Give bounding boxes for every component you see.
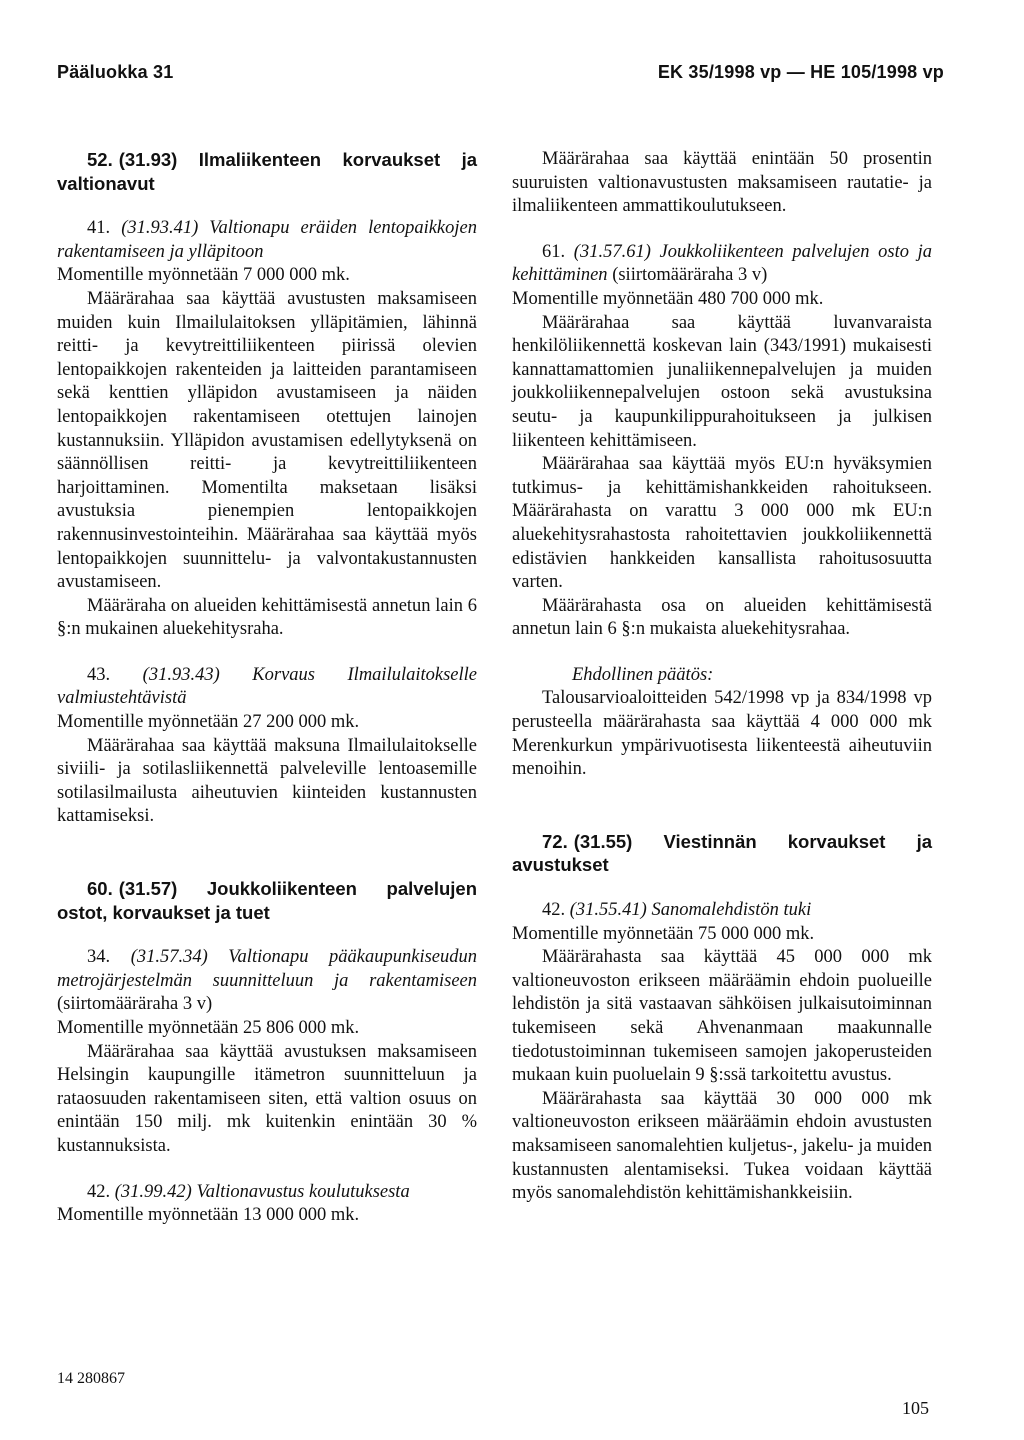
item-paragraph-61-3: Määrärahasta osa on alueiden kehittämisestä annetun lain 6 §:n mukaista aluekehitysrahaa. (512, 595, 932, 640)
item-paragraph-43-1: Määrärahaa saa käyttää maksuna Ilmailulaitokselle siviili- ja sotilasliikennettä palveleville lentoasemille sotilasilmailusta aiheutuvien kiinteiden kustannusten kattamiseksi. (57, 735, 477, 827)
left-column (57, 148, 477, 1228)
item-heading-34: 34. (31.57.34) Valtionapu pääkaupunkiseudun metrojärjestelmän suunnitteluun ja rakentamiseen (siirtomääräraha 3 v) (57, 947, 478, 1015)
item-amount-42: Momentille myönnetään 13 000 000 mk. (57, 1205, 360, 1226)
item-paragraph-41-1: Määrärahaa saa käyttää avustusten maksamiseen muiden kuin Ilmailulaitoksen ylläpitämien, lähinnä reitti- ja kevytreittiliikenteen piirissä olevien lentopaikkojen rakenteiden ja laitteiden parantamiseen sekä kenttien ylläpidon avustamiseen ja näiden lentopaikkojen rakentamiseen otettujen lainojen kustannuksiin. Ylläpidon avustamisen edellytyksenä on säännöllisen reitti- ja kevytreittiliikenteen harjoittaminen. Momentilta maksetaan lisäksi avustuksia pienempien lentopaikkojen rakennusinvestointeihin. Määrärahaa saa käyttää myös lentopaikkojen suunnittelu- ja valvontakustannusten avustamiseen. (57, 288, 477, 593)
item-heading-41: 41. (31.93.41) Valtionapu eräiden lentopaikkojen rakentamiseen ja ylläpitoon (57, 218, 477, 262)
item-amount-41: Momentille myönnetään 7 000 000 mk. (57, 265, 350, 286)
item-amount-61: Momentille myönnetään 480 700 000 mk. (512, 288, 824, 309)
item-heading-61: 61. (31.57.61) Joukkoliikenteen palvelujen osto ja kehittäminen (siirtomääräraha 3 v) (512, 241, 932, 286)
header-main-class: Pääluokka 31 (57, 62, 174, 82)
item-amount-43: Momentille myönnetään 27 200 000 mk. (57, 712, 360, 733)
conditional-decision-text: Talousarvioaloitteiden 542/1998 vp ja 834/1998 vp perusteella määrärahasta saa käyttää 4 000 000 mk Merenkurkun ympärivuotisesta liikenteestä aiheutuviin menoihin. (512, 688, 932, 780)
section-heading-72: 72. (31.55) Viestinnän korvaukset ja avustukset (512, 830, 932, 876)
item-heading-43: 43. (31.93.43) Korvaus Ilmailulaitokselle valmiustehtävistä (57, 664, 477, 709)
item-heading-42b: 42. (31.55.41) Sanomalehdistön tuki (542, 900, 812, 921)
item-paragraph-61-2: Määrärahaa saa käyttää myös EU:n hyväksymien tutkimus- ja kehittämishankkeiden rahoitukseen. Määrärahasta on varattu 3 000 000 mk EU:n aluekehitysrahastosta rahoitettavien joukkoliikennettä edistävien hankkeiden kansallista rahoitusosuutta varten. (512, 454, 932, 593)
right-column (512, 148, 932, 1206)
item-heading-42: 42. (31.99.42) Valtionavustus koulutuksesta (87, 1181, 410, 1202)
section-heading-60: 60. (31.57) Joukkoliikenteen palvelujen ostot, korvaukset ja tuet (57, 878, 477, 923)
continued-paragraph: Määrärahaa saa käyttää enintään 50 prosentin suuruisten valtionavustusten maksamiseen rautatie- ja ilmaliikenteen ammattikoulutukseen. (512, 149, 932, 217)
conditional-decision-label: Ehdollinen päätös: (572, 664, 714, 685)
section-heading-52: 52. (31.93) Ilmaliikenteen korvaukset ja valtionavut (57, 149, 477, 194)
item-paragraph-42b-2: Määrärahasta saa käyttää 30 000 000 mk valtioneuvoston erikseen määräämin ehdoin avustusten maksamiseen sanomalehtien kuljetus-, jakelu- ja muiden kustannusten alentamiseksi. Tukea voidaan käyttää myös sanomalehdistön kehittämishankkeisiin. (512, 1088, 932, 1204)
page-number: 105 (902, 1398, 929, 1418)
footer-print-code: 14 280867 (57, 1370, 125, 1387)
item-paragraph-41-2: Määräraha on alueiden kehittämisestä annetun lain 6 §:n mukainen aluekehitysraha. (57, 595, 477, 640)
header-document-id: EK 35/1998 vp — HE 105/1998 vp (657, 62, 944, 82)
item-amount-34: Momentille myönnetään 25 806 000 mk. (57, 1018, 360, 1038)
item-amount-42b: Momentille myönnetään 75 000 000 mk. (512, 923, 815, 944)
item-paragraph-42b-1: Määrärahasta saa käyttää 45 000 000 mk valtioneuvoston erikseen määräämin ehdoin puolueille lehdistön ja sitä vastaavan sähköisen julkaisutoiminnan tukemiseen sekä Ahvenanmaan maakunnalle tiedotustoiminnan tukemiseen samojen jakoperusteiden mukaan kuin puoluelain 9 §:ssä tarkoitettu avustus. (512, 947, 932, 1086)
item-paragraph-34-1: Määrärahaa saa käyttää avustuksen maksamiseen Helsingin kaupungille itämetron suunnitteluun ja rataosuuden rakentamiseen siten, että valtion osuus on enintään 150 milj. mk kuitenkin enintään 30 % kustannuksista. (57, 1041, 477, 1156)
item-paragraph-61-1: Määrärahaa saa käyttää luvanvaraista henkilöliikennettä koskevan lain (343/1991) mukaisesti kannattamattomien junaliikennepalvelujen ja muiden joukkoliikennepalvelujen ostoon sekä avustuksina seutu- ja kaupunkilippurahoitukseen ja julkisen liikenteen kehittämiseen. (512, 312, 932, 451)
